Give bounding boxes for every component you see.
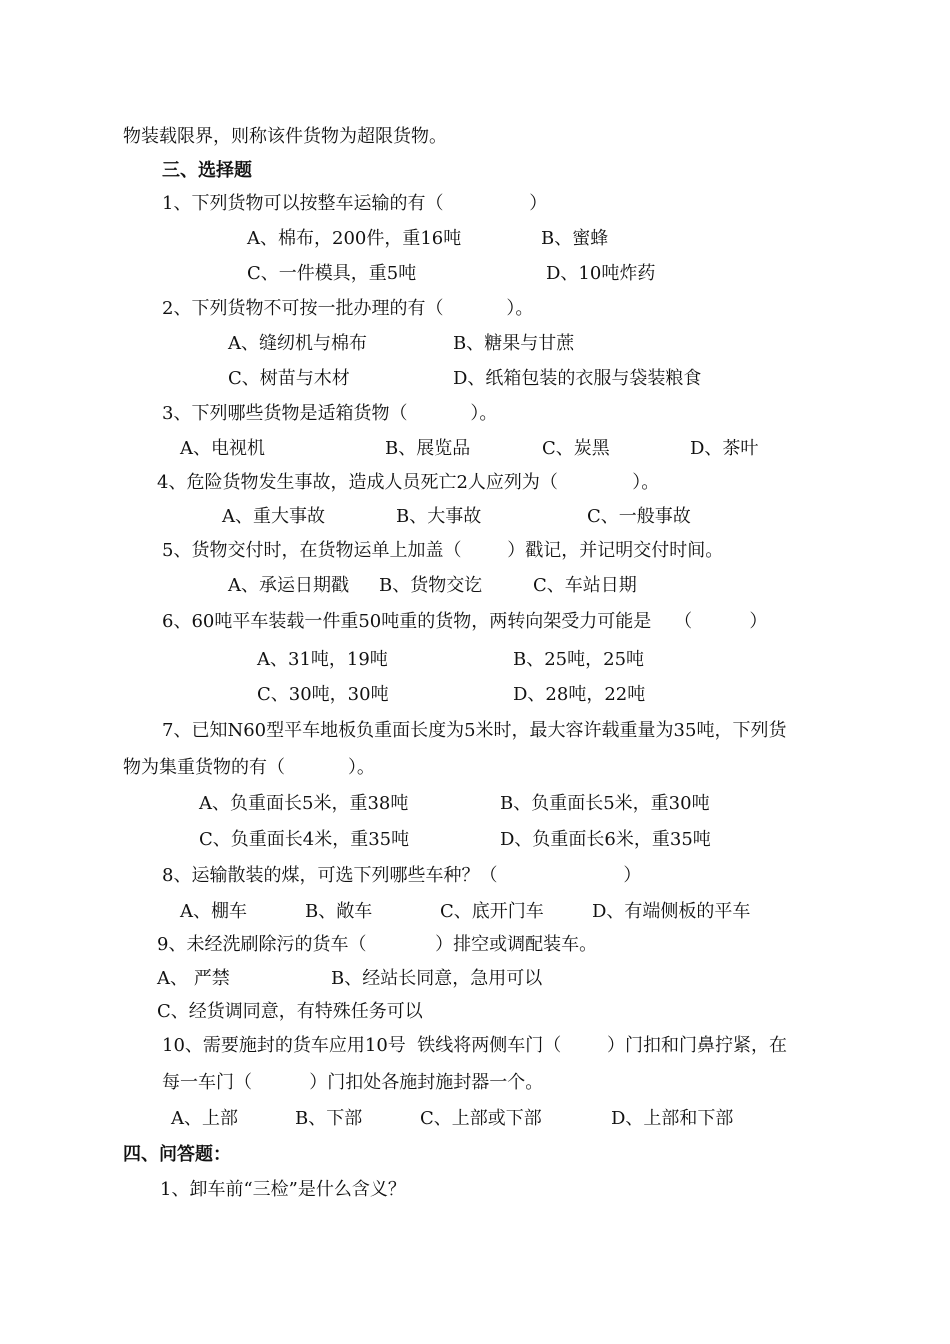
question-10-stem-cont: 每一车门（ ）门扣处各施封施封器一个。 <box>162 1072 544 1093</box>
question-10-stem: 10、需要施封的货车应用10号 铁线将两侧车门（ ）门扣和门鼻拧紧，在 <box>162 1035 788 1056</box>
question-10-option-c: C、上部或下部 <box>420 1108 542 1129</box>
question-9-option-c: C、经货调同意，有特殊任务可以 <box>157 1001 423 1022</box>
question-5-stem: 5、货物交付时，在货物运单上加盖（ ）戳记，并记明交付时间。 <box>162 540 724 561</box>
question-1-stem: 1、下列货物可以按整车运输的有（ ） <box>162 193 548 214</box>
question-7-option-c: C、负重面长4米，重35吨 <box>199 829 410 850</box>
question-4-option-b: B、大事故 <box>396 506 482 527</box>
question-6-option-d: D、28吨，22吨 <box>513 684 646 705</box>
question-7-option-d: D、负重面长6米，重35吨 <box>500 829 711 850</box>
question-5-option-b: B、货物交讫 <box>379 575 483 596</box>
question-1-option-b: B、蜜蜂 <box>541 228 609 249</box>
question-3-option-c: C、炭黑 <box>542 438 610 459</box>
question-3-option-b: B、展览品 <box>385 438 471 459</box>
question-1-option-a: A、棉布，200件，重16吨 <box>247 228 462 249</box>
question-1-option-c: C、一件模具，重5吨 <box>247 263 417 284</box>
question-6-option-c: C、30吨，30吨 <box>257 684 389 705</box>
section-4-title: 四、问答题： <box>123 1144 231 1165</box>
question-4-stem: 4、危险货物发生事故，造成人员死亡2人应列为（ ）。 <box>157 472 660 493</box>
section-3-title: 三、选择题 <box>162 160 252 181</box>
question-7-stem: 7、已知N60型平车地板负重面长度为5米时，最大容许载重量为35吨，下列货 <box>162 720 787 741</box>
intro-tail-text: 物装载限界，则称该件货物为超限货物。 <box>123 126 447 147</box>
question-4-option-c: C、一般事故 <box>587 506 691 527</box>
question-9-option-a: A、 严禁 <box>157 968 230 989</box>
question-5-option-a: A、承运日期戳 <box>228 575 349 596</box>
question-9-stem: 9、未经洗刷除污的货车（ ）排空或调配装车。 <box>157 934 598 955</box>
question-8-stem: 8、运输散装的煤，可选下列哪些车种？（ ） <box>162 865 642 886</box>
question-8-option-a: A、棚车 <box>180 901 247 922</box>
question-3-option-a: A、电视机 <box>180 438 265 459</box>
question-6-option-b: B、25吨，25吨 <box>513 649 645 670</box>
question-8-option-b: B、敞车 <box>305 901 373 922</box>
question-2-option-d: D、纸箱包装的衣服与袋装粮食 <box>453 368 702 389</box>
question-2-option-b: B、糖果与甘蔗 <box>453 333 575 354</box>
question-10-option-b: B、下部 <box>295 1108 363 1129</box>
qa-question-1: 1、卸车前“三检”是什么含义？ <box>160 1179 406 1200</box>
question-8-option-c: C、底开门车 <box>440 901 544 922</box>
question-2-stem: 2、下列货物不可按一批办理的有（ ）。 <box>162 298 534 319</box>
question-7-option-b: B、负重面长5米，重30吨 <box>500 793 710 814</box>
question-10-option-d: D、上部和下部 <box>611 1108 734 1129</box>
question-5-option-c: C、车站日期 <box>533 575 637 596</box>
question-3-stem: 3、下列哪些货物是适箱货物（ ）。 <box>162 403 498 424</box>
question-1-option-d: D、10吨炸药 <box>546 263 656 284</box>
question-6-option-a: A、31吨，19吨 <box>257 649 388 670</box>
question-2-option-a: A、缝纫机与棉布 <box>228 333 367 354</box>
question-3-option-d: D、茶叶 <box>690 438 759 459</box>
question-6-stem: 6、60吨平车装载一件重50吨重的货物，两转向架受力可能是 （ ） <box>162 611 768 632</box>
question-2-option-c: C、树苗与木材 <box>228 368 350 389</box>
question-8-option-d: D、有端侧板的平车 <box>592 901 751 922</box>
question-7-stem-cont: 物为集重货物的有（ ）。 <box>123 757 375 778</box>
question-7-option-a: A、负重面长5米，重38吨 <box>199 793 409 814</box>
question-4-option-a: A、重大事故 <box>222 506 325 527</box>
question-9-option-b: B、经站长同意，急用可以 <box>331 968 543 989</box>
question-10-option-a: A、上部 <box>171 1108 238 1129</box>
